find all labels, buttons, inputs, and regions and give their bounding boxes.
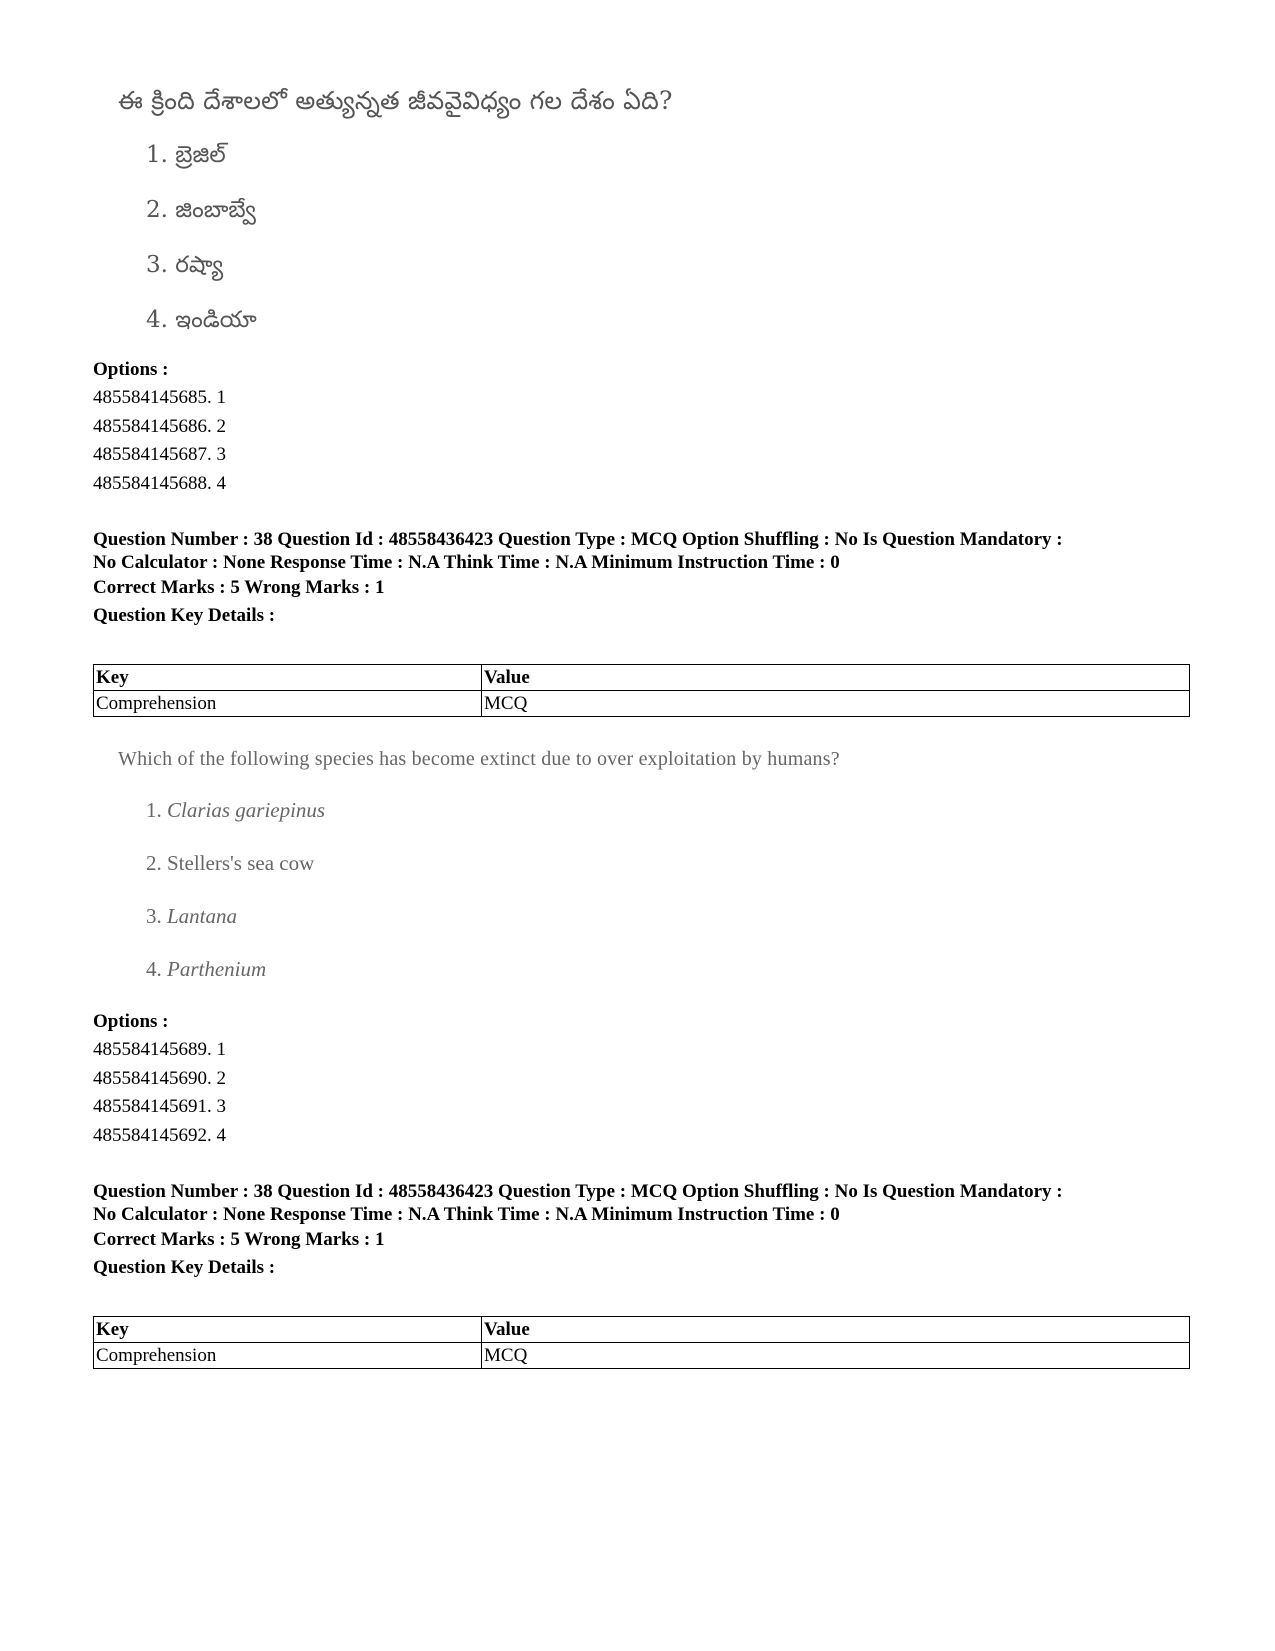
question-meta-block-1 — [93, 528, 1193, 629]
option-text: Stellers's sea cow — [167, 851, 315, 875]
option-text: Clarias gariepinus — [167, 798, 326, 822]
table-header-key: Key — [94, 1317, 482, 1343]
option-id-line: 485584145687. 3 — [93, 444, 226, 465]
table-row — [94, 1343, 1190, 1369]
table-header-value: Value — [482, 1317, 1190, 1343]
question-2-options-block — [93, 1008, 1193, 1150]
option-text: Lantana — [167, 904, 238, 928]
question-1-image-option-4: 4. ఇండియా — [146, 307, 257, 333]
question-meta-line-2: No Calculator : None Response Time : N.A Think Time : N.A Minimum Instruction Time : 0 — [93, 1204, 840, 1225]
option-number: 1. — [146, 798, 167, 822]
option-id-line: 485584145692. 4 — [93, 1124, 226, 1146]
table-header-row — [94, 665, 1190, 691]
question-1-image-option-2: 2. జింబాబ్వే — [146, 197, 256, 223]
table-row — [94, 691, 1190, 717]
question-meta-line-1: Question Number : 38 Question Id : 48558436423 Question Type : MCQ Option Shuffling : No Is Question Mandatory : — [93, 1181, 1063, 1202]
question-1-image-option-1: 1. బ్రెజిల్ — [146, 142, 226, 168]
question-2-text: Which of the following species has become extinct due to over exploitation by humans? — [118, 748, 840, 770]
option-number: 2. — [146, 851, 167, 875]
option-id-line: 485584145688. 4 — [93, 472, 226, 494]
question-2-image-option-4 — [146, 957, 266, 982]
table-cell-value: MCQ — [482, 1343, 1190, 1369]
question-key-details-label: Question Key Details : — [93, 605, 276, 626]
question-meta-block-2 — [93, 1180, 1193, 1281]
table-header-key: Key — [94, 665, 482, 691]
question-key-table-1 — [93, 664, 1190, 717]
question-marks: Correct Marks : 5 Wrong Marks : 1 — [93, 577, 385, 598]
question-key-table-2 — [93, 1316, 1190, 1369]
table-header-value: Value — [482, 665, 1190, 691]
question-2-image-option-2 — [146, 851, 314, 876]
option-id-line: 485584145690. 2 — [93, 1067, 226, 1089]
question-1-options-block — [93, 356, 1193, 498]
options-label: Options : — [93, 359, 169, 380]
table-cell-key: Comprehension — [94, 691, 482, 717]
question-meta-line-1: Question Number : 38 Question Id : 48558436423 Question Type : MCQ Option Shuffling : No Is Question Mandatory : — [93, 529, 1063, 550]
question-marks: Correct Marks : 5 Wrong Marks : 1 — [93, 1229, 385, 1250]
option-number: 4. — [146, 957, 167, 981]
question-1-text: ఈ క్రింది దేశాలలో అత్యున్నత జీవవైవిధ్యం గల దేశం ఏది? — [118, 86, 673, 115]
question-meta-line-2: No Calculator : None Response Time : N.A Think Time : N.A Minimum Instruction Time : 0 — [93, 552, 840, 573]
table-cell-key: Comprehension — [94, 1343, 482, 1369]
option-number: 3. — [146, 904, 167, 928]
options-label: Options : — [93, 1011, 169, 1032]
table-header-row — [94, 1317, 1190, 1343]
option-text: Parthenium — [167, 957, 267, 981]
question-2-image-option-1 — [146, 798, 325, 823]
table-cell-value: MCQ — [482, 691, 1190, 717]
option-id-line: 485584145685. 1 — [93, 387, 226, 408]
option-id-line: 485584145689. 1 — [93, 1039, 226, 1060]
question-1-image-option-3: 3. రష్యా — [146, 252, 224, 278]
option-id-line: 485584145686. 2 — [93, 415, 226, 437]
option-id-line: 485584145691. 3 — [93, 1096, 226, 1117]
question-key-details-label: Question Key Details : — [93, 1257, 276, 1278]
question-2-image-option-3 — [146, 904, 237, 929]
